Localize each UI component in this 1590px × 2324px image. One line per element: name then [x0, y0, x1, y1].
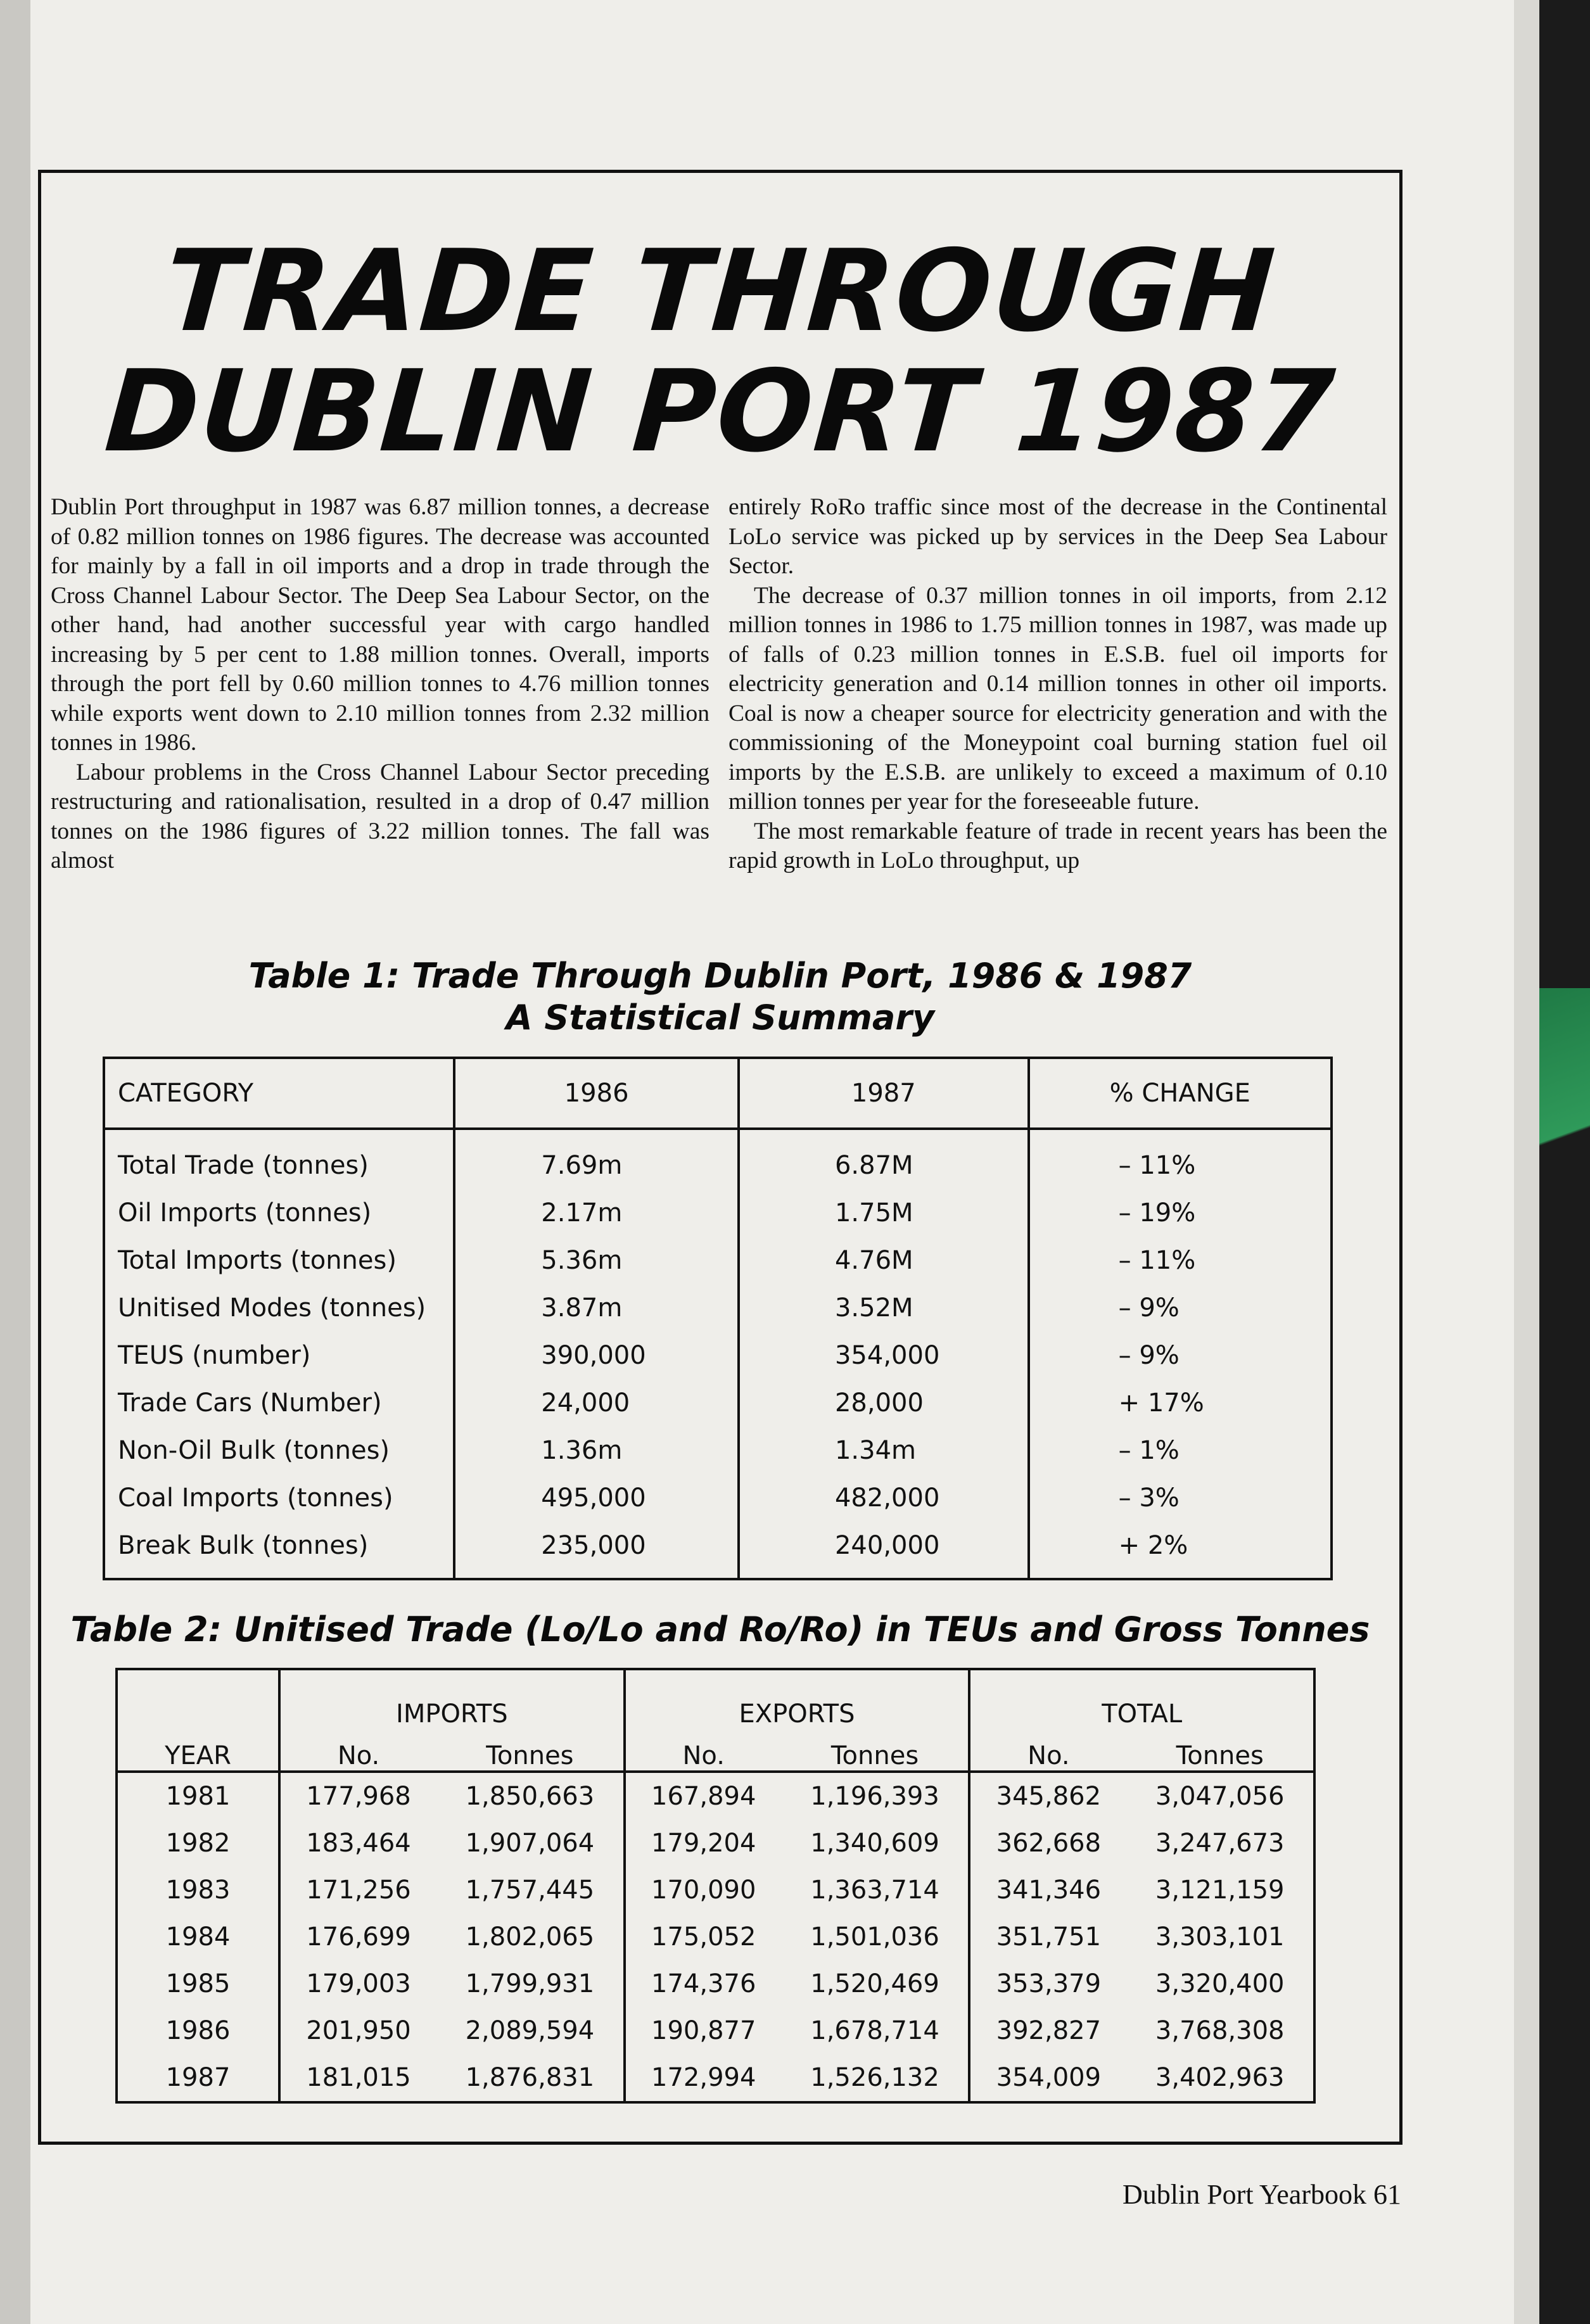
cell-exports-no: 174,376 [651, 1969, 756, 1998]
cell-imports-no: 179,003 [306, 1969, 411, 1998]
title-line-2: DUBLIN PORT 1987 [101, 346, 1340, 477]
cell-1987: 1.34m [739, 1426, 1029, 1474]
cell-change: – 9% [1118, 1340, 1180, 1370]
table1-title-line-1: Table 1: Trade Through Dublin Port, 1986 & 1987 [248, 956, 1192, 996]
cell-imports-no: 201,950 [306, 2016, 411, 2045]
cell-category: Oil Imports (tonnes) [104, 1189, 454, 1236]
table-row [104, 1426, 1332, 1474]
cell-imports-tonnes: 1,802,065 [436, 1914, 625, 1960]
cell-1987: 482,000 [739, 1474, 1029, 1521]
cell-category: Total Imports (tonnes) [104, 1236, 454, 1284]
cell-1986: 5.36m [454, 1236, 739, 1284]
header-imports: IMPORTS [279, 1669, 625, 1729]
cell-1987: 4.76M [739, 1236, 1029, 1284]
cell-category: TEUS (number) [104, 1331, 454, 1379]
header-1986: 1986 [454, 1058, 739, 1129]
table-sub-header-row [117, 1729, 1314, 1772]
cell-year: 1981 [117, 1772, 279, 1820]
paragraph: The decrease of 0.37 million tonnes in oil imports, from 2.12 million tonnes in 1986 to 1.75 million tonnes in 1987, was made up of falls of 0.23 million tonnes in E.S.B. fuel oil imports for electricity generation and 0.14 million tonnes in other oil imports. Coal is now a cheaper source for electricity generation and with the commissioning of the Moneypoint coal burning station fuel oil imports by the E.S.B. are unlikely to exceed a maximum of 0.10 million tonnes per year for the foreseeable future. [728, 582, 1387, 815]
cell-imports-no: 176,699 [306, 1922, 411, 1952]
cell-exports-tonnes: 1,340,609 [782, 1820, 970, 1867]
header-1987: 1987 [739, 1058, 1029, 1129]
paragraph: Labour problems in the Cross Channel Labour Sector preceding restructuring and rationalisation, resulted in a drop of 0.47 million tonnes on the 1986 figures of 3.22 million tonnes. The fall was almost [51, 759, 709, 873]
cell-1987: 6.87M [739, 1129, 1029, 1189]
header-exports-no: No. [625, 1729, 782, 1772]
cell-change: – 1% [1118, 1435, 1180, 1465]
table-row [104, 1189, 1332, 1236]
cell-imports-tonnes: 1,757,445 [436, 1867, 625, 1914]
text-column-left [51, 493, 709, 876]
cell-total-no: 354,009 [996, 2063, 1102, 2092]
cell-1987: 240,000 [739, 1521, 1029, 1579]
cell-total-tonnes: 3,047,056 [1155, 1782, 1285, 1811]
cell-year: 1983 [117, 1867, 279, 1914]
header-imports-tonnes: Tonnes [436, 1729, 625, 1772]
cell-exports-tonnes: 1,363,714 [782, 1867, 970, 1914]
binding-edge [0, 0, 30, 2324]
cell-change: + 17% [1118, 1388, 1204, 1418]
cell-exports-no: 175,052 [651, 1922, 756, 1952]
cell-change: – 11% [1118, 1245, 1196, 1275]
table-row [117, 2054, 1314, 2102]
cell-1986: 3.87m [454, 1284, 739, 1331]
cell-1986: 2.17m [454, 1189, 739, 1236]
cell-total-no: 353,379 [996, 1969, 1102, 1998]
paragraph: The most remarkable feature of trade in recent years has been the rapid growth in LoLo throughput, up [728, 818, 1387, 873]
header-total-tonnes: Tonnes [1126, 1729, 1314, 1772]
cell-1987: 28,000 [739, 1379, 1029, 1426]
text-column-right [728, 493, 1387, 876]
green-tab-mark [1539, 988, 1590, 1279]
cell-1987: 3.52M [739, 1284, 1029, 1331]
table-row [117, 1772, 1314, 1820]
table-row [104, 1129, 1332, 1189]
table-row [117, 1867, 1314, 1914]
cell-total-tonnes: 3,303,101 [1155, 1922, 1285, 1952]
cell-imports-no: 171,256 [306, 1876, 411, 1905]
cell-1986: 495,000 [454, 1474, 739, 1521]
cell-imports-tonnes: 1,907,064 [436, 1820, 625, 1867]
cell-exports-tonnes: 1,526,132 [782, 2054, 970, 2102]
table-row [117, 1960, 1314, 2007]
header-year: YEAR [117, 1729, 279, 1772]
cell-1986: 1.36m [454, 1426, 739, 1474]
table-row [104, 1284, 1332, 1331]
cell-exports-tonnes: 1,196,393 [782, 1772, 970, 1820]
cell-imports-tonnes: 2,089,594 [436, 2007, 625, 2054]
cell-total-no: 362,668 [996, 1829, 1102, 1858]
table1-statistical-summary [103, 1057, 1333, 1580]
table-row [117, 1820, 1314, 1867]
cell-category: Trade Cars (Number) [104, 1379, 454, 1426]
cell-imports-tonnes: 1,850,663 [436, 1772, 625, 1820]
table-row [117, 2007, 1314, 2054]
header-category: CATEGORY [104, 1058, 454, 1129]
cell-exports-no: 172,994 [651, 2063, 756, 2092]
table-row [104, 1236, 1332, 1284]
cell-total-tonnes: 3,320,400 [1155, 1969, 1285, 1998]
cell-1986: 390,000 [454, 1331, 739, 1379]
table-row [104, 1331, 1332, 1379]
paragraph: Dublin Port throughput in 1987 was 6.87 million tonnes, a decrease of 0.82 million tonnes on 1986 figures. The decrease was accounted for mainly by a fall in oil imports and a drop in trade through the Cross Channel Labour Sector. The Deep Sea Labour Sector, on the other hand, had another successful year with cargo handled increasing by 5 per cent to 1.88 million tonnes. Overall, imports through the port fell by 0.60 million tonnes to 4.76 million tonnes while exports went down to 2.10 million tonnes from 2.32 million tonnes in 1986. [51, 494, 709, 756]
table-row [104, 1474, 1332, 1521]
table-row [104, 1521, 1332, 1579]
cell-total-no: 341,346 [996, 1876, 1102, 1905]
cell-total-no: 345,862 [996, 1782, 1102, 1811]
header-total: TOTAL [1102, 1699, 1183, 1729]
table-row [117, 1914, 1314, 1960]
cell-total-tonnes: 3,768,308 [1155, 2016, 1285, 2045]
cell-1986: 235,000 [454, 1521, 739, 1579]
cell-change: – 3% [1118, 1483, 1180, 1513]
cell-change: – 11% [1118, 1150, 1196, 1180]
table2-title: Table 2: Unitised Trade (Lo/Lo and Ro/Ro) in TEUs and Gross Tonnes [70, 1610, 1370, 1649]
cell-exports-tonnes: 1,678,714 [782, 2007, 970, 2054]
title-line-1: TRADE THROUGH [160, 225, 1280, 357]
cell-category: Total Trade (tonnes) [104, 1129, 454, 1189]
cell-exports-no: 190,877 [651, 2016, 756, 2045]
cell-category: Unitised Modes (tonnes) [104, 1284, 454, 1331]
cell-1987: 1.75M [739, 1189, 1029, 1236]
cell-1986: 7.69m [454, 1129, 739, 1189]
header-change: % CHANGE [1029, 1058, 1332, 1129]
page-edge [1514, 0, 1539, 2324]
table1-title-line-2: A Statistical Summary [506, 998, 935, 1038]
cell-imports-tonnes: 1,799,931 [436, 1960, 625, 2007]
cell-year: 1987 [117, 2054, 279, 2102]
cell-total-tonnes: 3,247,673 [1155, 1829, 1285, 1858]
cell-total-no: 351,751 [996, 1922, 1102, 1952]
cell-imports-no: 177,968 [306, 1782, 411, 1811]
header-imports-no: No. [279, 1729, 436, 1772]
cell-exports-no: 167,894 [651, 1782, 756, 1811]
cell-total-tonnes: 3,121,159 [1155, 1876, 1285, 1905]
cell-year: 1985 [117, 1960, 279, 2007]
cell-1986: 24,000 [454, 1379, 739, 1426]
cell-category: Coal Imports (tonnes) [104, 1474, 454, 1521]
cell-year: 1982 [117, 1820, 279, 1867]
cell-category: Non-Oil Bulk (tonnes) [104, 1426, 454, 1474]
header-exports-tonnes: Tonnes [782, 1729, 970, 1772]
paragraph: entirely RoRo traffic since most of the decrease in the Continental LoLo service was picked up by services in the Deep Sea Labour Sector. [728, 494, 1387, 579]
cell-total-tonnes: 3,402,963 [1155, 2063, 1285, 2092]
cell-total-no: 392,827 [996, 2016, 1102, 2045]
cell-category: Break Bulk (tonnes) [104, 1521, 454, 1579]
cell-1987: 354,000 [739, 1331, 1029, 1379]
table1-title [38, 955, 1402, 1039]
cell-imports-no: 181,015 [306, 2063, 411, 2092]
page-footer: Dublin Port Yearbook 61 [1122, 2179, 1401, 2210]
cell-imports-tonnes: 1,876,831 [436, 2054, 625, 2102]
table-row [104, 1379, 1332, 1426]
page-title [38, 225, 1402, 477]
cell-exports-no: 179,204 [651, 1829, 756, 1858]
table-group-header-row [117, 1669, 1314, 1729]
cell-change: – 9% [1118, 1293, 1180, 1323]
table2-unitised-trade [115, 1668, 1316, 2104]
cell-year: 1986 [117, 2007, 279, 2054]
header-total-no: No. [969, 1729, 1126, 1772]
cell-change: + 2% [1118, 1530, 1188, 1560]
cell-exports-no: 170,090 [651, 1876, 756, 1905]
cell-exports-tonnes: 1,520,469 [782, 1960, 970, 2007]
cell-imports-no: 183,464 [306, 1829, 411, 1858]
table-header-row [104, 1058, 1332, 1129]
header-exports: EXPORTS [625, 1669, 970, 1729]
cell-year: 1984 [117, 1914, 279, 1960]
cell-change: – 19% [1118, 1198, 1196, 1228]
cell-exports-tonnes: 1,501,036 [782, 1914, 970, 1960]
